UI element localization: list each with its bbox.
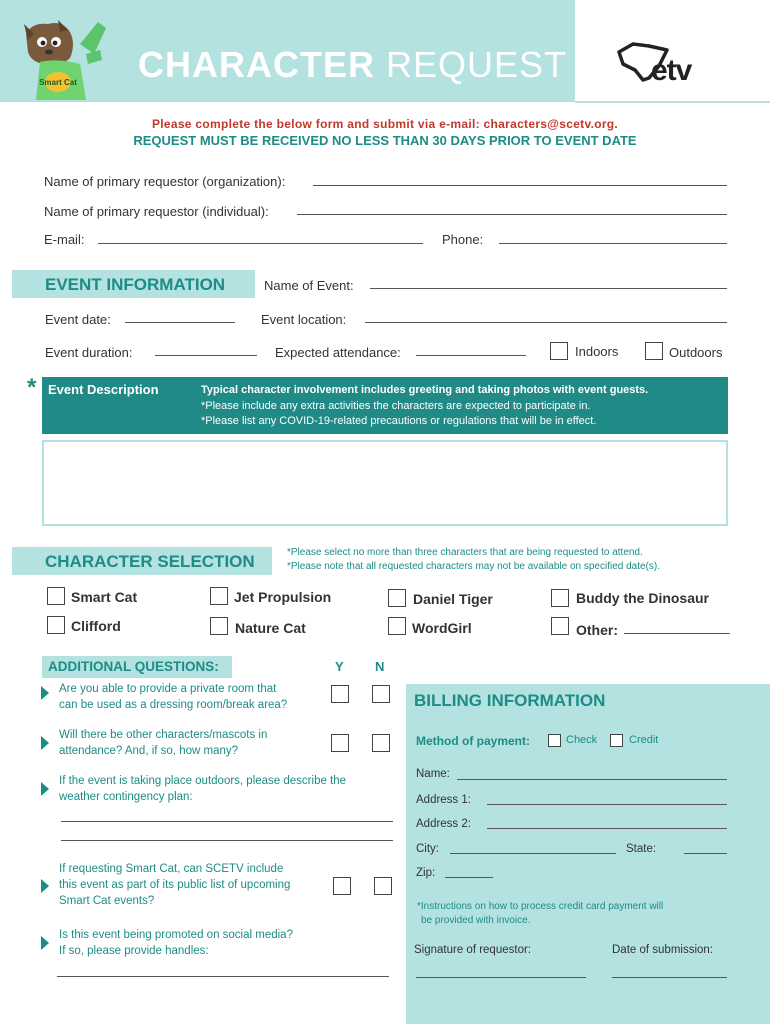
yes-column-label: Y [335, 659, 344, 674]
question-5-line-2: If so, please provide handles: [59, 945, 209, 957]
submission-date-field[interactable] [612, 977, 727, 978]
indoors-label: Indoors [575, 344, 619, 359]
billing-section-title: BILLING INFORMATION [414, 691, 606, 710]
individual-field[interactable] [297, 214, 727, 215]
payment-method-label: Method of payment: [416, 734, 530, 748]
required-star: * [27, 374, 37, 401]
mascot-badge-text: Smart Cat [39, 78, 77, 87]
city-field[interactable] [450, 853, 616, 854]
title-light: REQUEST [386, 44, 568, 85]
submission-date-label: Date of submission: [612, 944, 713, 956]
smart-cat-checkbox[interactable] [47, 587, 65, 605]
state-field[interactable] [684, 853, 727, 854]
buddy-label: Buddy the Dinosaur [576, 590, 710, 606]
question-2 [59, 727, 267, 759]
wordgirl-checkbox[interactable] [388, 617, 406, 635]
attendance-label: Expected attendance: [275, 345, 401, 360]
address1-field[interactable] [487, 804, 727, 805]
clifford-label: Clifford [71, 618, 121, 634]
event-description-notes [201, 383, 648, 430]
mascot-image [18, 14, 114, 100]
q5-answer-line[interactable] [57, 976, 389, 977]
other-checkbox[interactable] [551, 617, 569, 635]
question-4-line-1: If requesting Smart Cat, can SCETV include [59, 863, 284, 875]
event-name-field[interactable] [370, 288, 727, 289]
q3-arrow-icon [41, 782, 49, 796]
page-title [138, 44, 567, 86]
question-5 [59, 927, 293, 959]
zip-field[interactable] [445, 877, 493, 878]
question-2-line-2: attendance? And, if so, how many? [59, 745, 239, 757]
character-note-2: *Please note that all requested characters may not be available on specified date(s). [287, 561, 660, 572]
email-label: E-mail: [44, 232, 85, 247]
attendance-field[interactable] [416, 355, 526, 356]
credit-checkbox[interactable] [610, 734, 623, 747]
billing-note-line-2: be provided with invoice. [421, 915, 531, 926]
question-1 [59, 681, 287, 713]
billing-note [417, 900, 663, 928]
scetv-logo [615, 40, 725, 90]
q2-no-checkbox[interactable] [372, 734, 390, 752]
credit-label: Credit [629, 734, 659, 746]
individual-label: Name of primary requestor (individual): [44, 204, 269, 219]
daniel-tiger-label: Daniel Tiger [413, 591, 493, 607]
check-label: Check [566, 734, 598, 746]
event-name-label: Name of Event: [264, 278, 354, 293]
billing-name-field[interactable] [457, 779, 727, 780]
indoors-checkbox[interactable] [550, 342, 568, 360]
question-1-line-1: Are you able to provide a private room that [59, 683, 277, 695]
q4-arrow-icon [41, 879, 49, 893]
q4-yes-checkbox[interactable] [333, 877, 351, 895]
wordgirl-label: WordGirl [412, 620, 472, 636]
event-description-textarea[interactable] [42, 440, 728, 526]
question-1-line-2: can be used as a dressing room/break area? [59, 699, 288, 711]
event-date-label: Event date: [45, 312, 111, 327]
desc-line-1: Typical character involvement includes greeting and taking photos with event guests. [201, 384, 649, 396]
desc-line-3: *Please list any COVID-19-related precautions or regulations that will be in effect. [201, 415, 597, 427]
question-4-line-3: Smart Cat events? [59, 895, 155, 907]
q1-arrow-icon [41, 686, 49, 700]
nature-cat-label: Nature Cat [235, 620, 306, 636]
daniel-tiger-checkbox[interactable] [388, 589, 406, 607]
phone-label: Phone: [442, 232, 484, 247]
question-4 [59, 861, 290, 909]
signature-field[interactable] [416, 977, 586, 978]
state-label: State: [626, 843, 657, 855]
character-note-1: *Please select no more than three characters that are being requested to attend. [287, 547, 643, 558]
intro-instructions: Please complete the below form and submit via e-mail: characters@scetv.org. [151, 117, 619, 131]
billing-name-label: Name: [416, 768, 450, 780]
outdoors-label: Outdoors [669, 345, 723, 360]
event-duration-field[interactable] [155, 355, 257, 356]
q2-yes-checkbox[interactable] [331, 734, 349, 752]
check-checkbox[interactable] [548, 734, 561, 747]
question-2-line-1: Will there be other characters/mascots in [59, 729, 268, 741]
question-3-line-1: If the event is taking place outdoors, please describe the [59, 775, 347, 787]
org-field[interactable] [313, 185, 727, 186]
address1-label: Address 1: [416, 794, 471, 806]
event-section-title: EVENT INFORMATION [12, 270, 255, 298]
desc-line-2: *Please include any extra activities the characters are expected to participate in. [201, 399, 591, 412]
no-column-label: N [375, 659, 385, 674]
signature-label: Signature of requestor: [414, 944, 531, 956]
billing-note-line-1: *Instructions on how to process credit card payment will [417, 901, 664, 912]
other-field[interactable] [624, 633, 730, 634]
phone-field[interactable] [499, 243, 727, 244]
q3-answer-line-2[interactable] [61, 840, 393, 841]
buddy-checkbox[interactable] [551, 589, 569, 607]
logo-text: etv [651, 54, 692, 87]
clifford-checkbox[interactable] [47, 616, 65, 634]
question-5-line-1: Is this event being promoted on social media? [59, 929, 293, 941]
event-date-field[interactable] [125, 322, 235, 323]
q3-answer-line-1[interactable] [61, 821, 393, 822]
jet-propulsion-checkbox[interactable] [210, 587, 228, 605]
outdoors-checkbox[interactable] [645, 342, 663, 360]
event-location-field[interactable] [365, 322, 727, 323]
event-description-title: Event Description [48, 382, 159, 397]
other-label: Other: [576, 622, 618, 638]
intro-deadline: REQUEST MUST BE RECEIVED NO LESS THAN 30 DAYS PRIOR TO EVENT DATE [133, 133, 637, 148]
org-label: Name of primary requestor (organization): [44, 174, 286, 189]
questions-section-title: ADDITIONAL QUESTIONS: [42, 656, 232, 678]
q2-arrow-icon [41, 736, 49, 750]
question-3-line-2: weather contingency plan: [59, 791, 193, 803]
q1-yes-checkbox[interactable] [331, 685, 349, 703]
question-4-line-2: this event as part of its public list of upcoming [59, 879, 291, 891]
title-bold: CHARACTER [138, 44, 375, 85]
event-location-label: Event location: [261, 312, 347, 327]
jet-propulsion-label: Jet Propulsion [234, 589, 332, 605]
q1-no-checkbox[interactable] [372, 685, 390, 703]
q5-arrow-icon [41, 936, 49, 950]
zip-label: Zip: [416, 867, 436, 879]
nature-cat-checkbox[interactable] [210, 617, 228, 635]
email-field[interactable] [98, 243, 423, 244]
city-label: City: [416, 843, 439, 855]
question-3 [59, 773, 346, 805]
event-duration-label: Event duration: [45, 345, 133, 360]
address2-label: Address 2: [416, 818, 471, 830]
smart-cat-label: Smart Cat [71, 589, 138, 605]
q4-no-checkbox[interactable] [374, 877, 392, 895]
character-section-title: CHARACTER SELECTION [12, 547, 272, 575]
address2-field[interactable] [487, 828, 727, 829]
header-rule [575, 101, 770, 103]
